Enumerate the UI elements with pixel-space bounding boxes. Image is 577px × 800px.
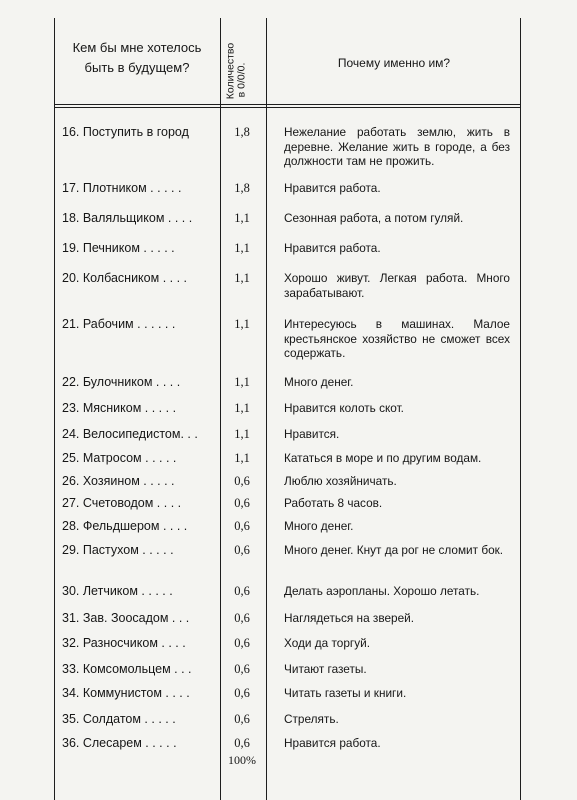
header-col1-line1: Кем бы мне хотелось xyxy=(72,40,202,55)
percent-cell: 0,6 xyxy=(234,712,250,726)
percent-cell: 1,8 xyxy=(234,125,250,139)
table-border-left xyxy=(54,18,55,800)
percent-cell: 0,6 xyxy=(234,496,250,510)
percent-cell: 0,6 xyxy=(234,662,250,676)
profession-cell: 16. Поступить в город xyxy=(62,125,189,139)
percent-cell: 0,6 xyxy=(234,686,250,700)
reason-cell: Читают газеты. xyxy=(284,662,367,676)
reason-cell: Хорошо живут. Легкая работа. Много зарабатывают. xyxy=(284,271,510,300)
percent-cell: 1,1 xyxy=(234,375,250,389)
reason-cell: Наглядеться на зверей. xyxy=(284,611,415,625)
header-col-profession xyxy=(54,38,220,78)
percent-cell: 0,6 xyxy=(234,636,250,650)
table-frame xyxy=(54,18,520,800)
percent-cell: 0,6 xyxy=(234,543,250,557)
header-rule-1 xyxy=(54,104,520,105)
reason-cell: Нравится. xyxy=(284,427,340,441)
profession-cell: 36. Слесарем . . . . . xyxy=(62,736,177,750)
reason-cell: Много денег. xyxy=(284,375,354,389)
percent-cell: 1,1 xyxy=(234,451,250,465)
reason-cell: Стрелять. xyxy=(284,712,339,726)
reason-cell: Нравится работа. xyxy=(284,736,381,750)
reason-cell: Нравится колоть скот. xyxy=(284,401,404,415)
profession-cell: 26. Хозяином . . . . . xyxy=(62,474,175,488)
reason-cell: Нравится работа. xyxy=(284,181,381,195)
profession-cell: 29. Пастухом . . . . . xyxy=(62,543,174,557)
column-divider-2 xyxy=(266,18,267,800)
reason-cell: Много денег. xyxy=(284,519,354,533)
percent-cell: 0,6 xyxy=(234,584,250,598)
reason-cell: Работать 8 часов. xyxy=(284,496,383,510)
profession-cell: 31. Зав. Зоосадом . . . xyxy=(62,611,190,625)
profession-cell: 34. Коммунистом . . . . xyxy=(62,686,190,700)
header-col2-line1: Количество xyxy=(224,42,237,100)
reason-cell: Кататься в море и по другим водам. xyxy=(284,451,482,465)
profession-cell: 27. Счетоводом . . . . xyxy=(62,496,182,510)
profession-cell: 17. Плотником . . . . . xyxy=(62,181,182,195)
reason-cell: Интересуюсь в машинах. Малое крестьянское хозяйство не сможет всех содержать. xyxy=(284,317,510,360)
reason-cell: Много денег. Кнут да рог не сломит бок. xyxy=(284,543,504,557)
percent-cell: 0,6 xyxy=(234,519,250,533)
profession-cell: 25. Матросом . . . . . xyxy=(62,451,177,465)
percent-cell: 1,1 xyxy=(234,401,250,415)
header-col-count xyxy=(224,40,248,102)
profession-cell: 20. Колбасником . . . . xyxy=(62,271,187,285)
percent-cell: 1,1 xyxy=(234,427,250,441)
reason-cell: Люблю хозяйничать. xyxy=(284,474,397,488)
total-value: 100% xyxy=(228,753,256,767)
profession-cell: 18. Валяльщиком . . . . xyxy=(62,211,193,225)
profession-cell: 22. Булочником . . . . xyxy=(62,375,181,389)
reason-cell: Читать газеты и книги. xyxy=(284,686,407,700)
reason-cell: Нравится работа. xyxy=(284,241,381,255)
header-col1-line2: быть в будущем? xyxy=(84,60,190,75)
header-rule-2 xyxy=(54,107,520,108)
percent-cell: 1,1 xyxy=(234,241,250,255)
header-col2-line2: в 0/0/0. xyxy=(235,62,248,98)
percent-cell: 1,1 xyxy=(234,317,250,331)
profession-cell: 33. Комсомольцем . . . xyxy=(62,662,192,676)
percent-cell: 1,1 xyxy=(234,271,250,285)
reason-cell: Делать аэропланы. Хорошо летать. xyxy=(284,584,480,598)
percent-cell: 1,8 xyxy=(234,181,250,195)
reason-cell: Ходи да торгуй. xyxy=(284,636,370,650)
table-border-right xyxy=(520,18,521,800)
reason-cell: Сезонная работа, а потом гуляй. xyxy=(284,211,464,225)
profession-cell: 23. Мясником . . . . . xyxy=(62,401,177,415)
profession-cell: 28. Фельдшером . . . . xyxy=(62,519,188,533)
percent-cell: 0,6 xyxy=(234,611,250,625)
header-col-reason: Почему именно им? xyxy=(337,56,451,70)
profession-cell: 32. Разносчиком . . . . xyxy=(62,636,186,650)
profession-cell: 30. Летчиком . . . . . xyxy=(62,584,173,598)
profession-cell: 21. Рабочим . . . . . . xyxy=(62,317,176,331)
percent-cell: 1,1 xyxy=(234,211,250,225)
reason-cell: Нежелание работать землю, жить в деревне. Желание жить в городе, а без должности там не прожить. xyxy=(284,125,510,168)
percent-cell: 0,6 xyxy=(234,736,250,750)
percent-cell: 0,6 xyxy=(234,474,250,488)
profession-cell: 35. Солдатом . . . . . xyxy=(62,712,176,726)
profession-cell: 24. Велосипедистом. . . xyxy=(62,427,198,441)
profession-cell: 19. Печником . . . . . xyxy=(62,241,175,255)
